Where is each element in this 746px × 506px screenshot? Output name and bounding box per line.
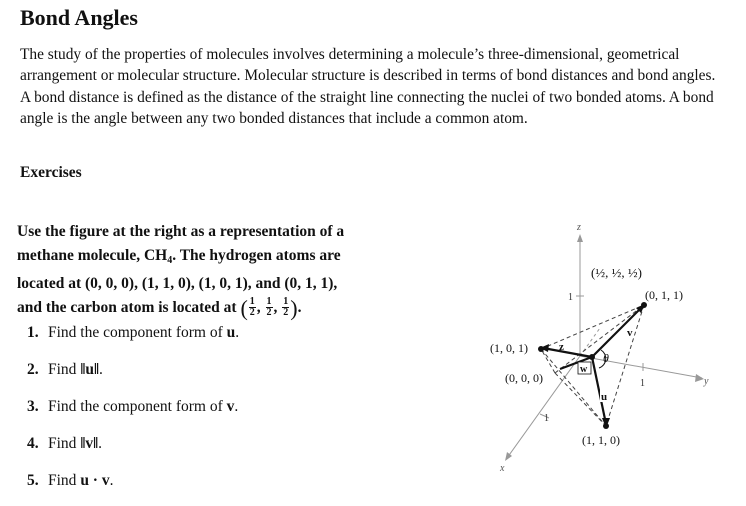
exercise-item-3: 3. Find the component form of v. <box>27 398 239 415</box>
fraction-half-3: $\frac{1}{2}$ <box>283 296 289 319</box>
angle-theta: θ <box>603 351 609 365</box>
exercise-item-2: 2. Find ‖u‖. <box>27 361 103 378</box>
fraction-half-1: $\frac{1}{2}$ <box>249 296 255 319</box>
problem-line-1: Use the figure at the right as a representation of a <box>17 223 345 240</box>
problem-line-4: and the carbon atom is located at ( $\frac{1}{2}$ , $\frac{1}{2}$ , $\frac{1}{2}$ ). <box>17 295 302 321</box>
axis-label-y: y <box>704 376 709 387</box>
axis-label-x: x <box>500 463 505 474</box>
intro-paragraph: The study of the properties of molecules involves determining a molecule’s three-dimensional, geometrical arrangement or molecular structure. Molecular structure is described in terms of bond distances and bond angles. A bond distance is defined as the distance of the straight line connecting the nuclei of two bonded atoms. A bond angle is the angle between any two bonded distances that include a common atom. <box>20 46 716 127</box>
tick-label-z: 1 <box>568 292 573 303</box>
exercise-item-5: 5. Find u · v. <box>27 472 114 489</box>
vector-v <box>592 307 642 357</box>
point-label-110: (1, 1, 0) <box>582 433 620 447</box>
exercise-item-1: 1. Find the component form of u. <box>27 324 240 341</box>
vector-label-w: w <box>580 364 588 375</box>
vector-label-z: z <box>559 341 564 353</box>
problem-line-2: methane molecule, $CH_4$. The hydrogen atoms are <box>17 246 341 266</box>
tick-label-y: 1 <box>640 378 645 389</box>
methane-figure <box>470 210 746 506</box>
point-label-101: (1, 0, 1) <box>490 341 528 355</box>
problem-line-3: located at (0, 0, 0), (1, 1, 0), (1, 0, 1), and (0, 1, 1), <box>17 275 338 292</box>
exercises-heading: Exercises <box>20 164 82 181</box>
y-axis <box>580 356 702 378</box>
point-label-011: (0, 1, 1) <box>645 288 683 302</box>
axis-label-z: z <box>577 222 581 233</box>
exercise-item-4: 4. Find ‖v‖. <box>27 435 102 452</box>
problem-statement <box>17 220 407 320</box>
vector-label-v: v <box>627 327 633 339</box>
point-label-center: (½, ½, ½) <box>591 265 642 280</box>
page-title: Bond Angles <box>20 5 138 30</box>
tick-label-x: 1 <box>544 413 549 424</box>
point-label-000: (0, 0, 0) <box>505 371 543 385</box>
fraction-half-2: $\frac{1}{2}$ <box>266 296 272 319</box>
vector-label-u: u <box>601 391 608 403</box>
